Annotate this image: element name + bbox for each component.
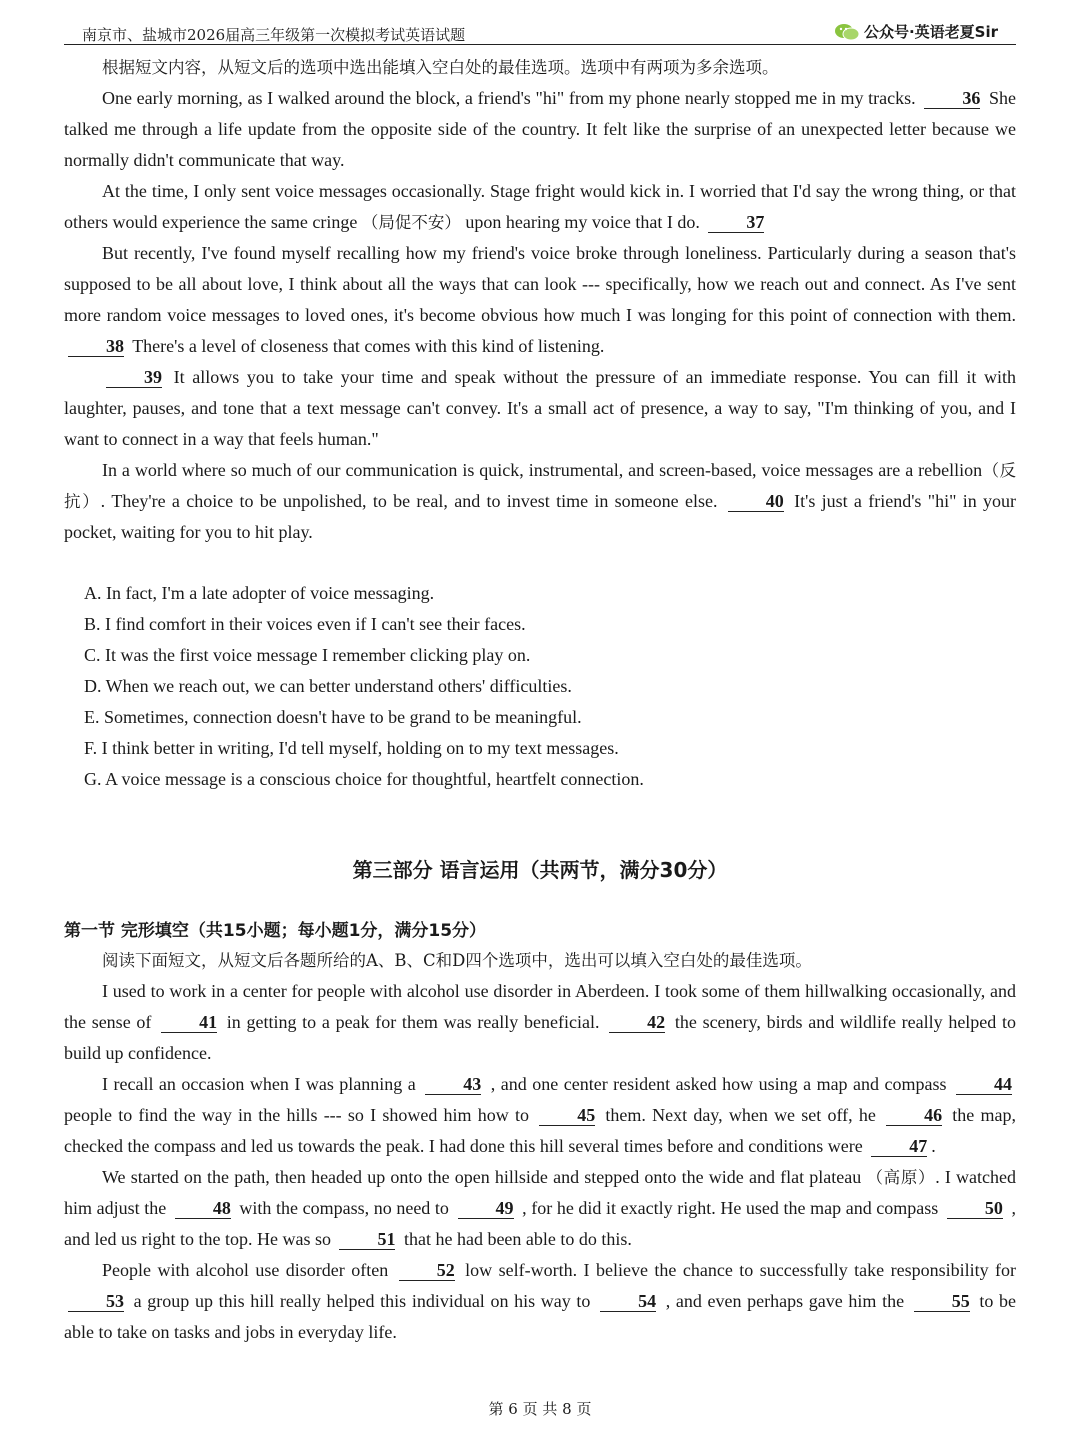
exam-title: 南京市、盐城市2026届高三年级第一次模拟考试英语试题	[82, 26, 466, 44]
answer-blank-38[interactable]: 38	[68, 336, 124, 357]
option-item[interactable]: B. I find comfort in their voices even if I can't see their faces.	[84, 614, 526, 634]
passage-paragraph: One early morning, as I walked around the block, a friend's "hi" from my phone nearly stopped me in my tracks. 36 She talked me through a life update from the opposite side of the country. It felt like the surprise of an unexpected letter because we normally didn't communicate that way.	[64, 88, 1016, 170]
cloze-paragraph: I used to work in a center for people with alcohol use disorder in Aberdeen. I took some of them hillwalking occasionally, and the sense of 41 in getting to a peak for them was really beneficial. 42 the scenery, birds and wildlife really helped to build up confidence.	[64, 981, 1017, 1063]
answer-blank-54[interactable]: 54	[600, 1291, 656, 1312]
option-item[interactable]: F. I think better in writing, I'd tell myself, holding on to my text messages.	[84, 738, 619, 758]
option-item[interactable]: G. A voice message is a conscious choice for thoughtful, heartfelt connection.	[84, 769, 644, 789]
section-instruction: 根据短文内容，从短文后的选项中选出能填入空白处的最佳选项。选项中有两项为多余选项。	[102, 58, 779, 77]
section-one-title: 第一节 完形填空（共15小题；每小题1分，满分15分）	[64, 921, 487, 941]
passage-paragraph: In a world where so much of our communication is quick, instrumental, and screen-based, voice messages are a rebellion（反抗）. They're a choice to be unpolished, to be real, and to invest time in someone else. 40 It's just a friend's "hi" in your pocket, waiting for you to hit play.	[64, 460, 1017, 542]
passage-paragraph: 39 It allows you to take your time and speak without the pressure of an immediate response. You can fill it with laughter, pauses, and tone that a text message can't convey. It's a small act of presence, a way to say, "I'm thinking of you, and I want to connect in a way that feels human."	[64, 367, 1017, 449]
answer-blank-51[interactable]: 51	[339, 1229, 395, 1250]
wechat-icon	[834, 23, 860, 41]
option-item[interactable]: D. When we reach out, we can better understand others' difficulties.	[84, 676, 572, 696]
answer-blank-46[interactable]: 46	[886, 1105, 942, 1126]
answer-blank-42[interactable]: 42	[609, 1012, 665, 1033]
answer-blank-53[interactable]: 53	[68, 1291, 124, 1312]
answer-blank-55[interactable]: 55	[914, 1291, 970, 1312]
option-item[interactable]: E. Sometimes, connection doesn't have to be grand to be meaningful.	[84, 707, 582, 727]
cloze-paragraph: We started on the path, then headed up onto the open hillside and stepped onto the wide and flat plateau （高原）. I watched him adjust the 48 with the compass, no need to 49 , for he did it exactly right. He used the map and compass 50 , and led us right to the top. He was so 51 that he had been able to do this.	[64, 1167, 1017, 1249]
page-body	[64, 52, 1016, 1348]
answer-blank-49[interactable]: 49	[458, 1198, 514, 1219]
answer-blank-41[interactable]: 41	[161, 1012, 217, 1033]
option-item[interactable]: C. It was the first voice message I remember clicking play on.	[84, 645, 531, 665]
passage-paragraph: At the time, I only sent voice messages occasionally. Stage fright would kick in. I worried that I'd say the wrong thing, or that others would experience the same cringe （局促不安） upon hearing my voice that I do. 37	[64, 181, 1016, 232]
cloze-paragraph: People with alcohol use disorder often 52 low self-worth. I believe the chance to successfully take responsibility for 53 a group up this hill really helped this individual on his way to 54 , and even perhaps gave him the 55 to be able to take on tasks and jobs in everyday life.	[64, 1260, 1017, 1342]
cloze-instruction: 阅读下面短文，从短文后各题所给的A、B、C和D四个选项中，选出可以填入空白处的最佳选项。	[102, 951, 812, 970]
answer-blank-52[interactable]: 52	[399, 1260, 455, 1281]
answer-blank-37[interactable]: 37	[708, 212, 764, 233]
answer-blank-44[interactable]: 44	[956, 1074, 1012, 1095]
passage-paragraph: But recently, I've found myself recalling how my friend's voice broke through loneliness. Particularly during a season that's supposed to be all about love, I think about all the ways that can look --- specifically, how we reach out and connect. As I've sent more random voice messages to loved ones, it's become obvious how much I was longing for this point of connection with them. 38 There's a level of closeness that comes with this kind of listening.	[64, 243, 1016, 356]
answer-blank-47[interactable]: 47	[871, 1136, 927, 1157]
part-three-title: 第三部分 语言运用（共两节，满分30分）	[352, 858, 728, 882]
answer-blank-43[interactable]: 43	[425, 1074, 481, 1095]
option-item[interactable]: A. In fact, I'm a late adopter of voice messaging.	[84, 583, 435, 603]
answer-blank-40[interactable]: 40	[728, 491, 784, 512]
answer-blank-48[interactable]: 48	[175, 1198, 231, 1219]
cloze-paragraph: I recall an occasion when I was planning a 43 , and one center resident asked how using a map and compass 44 people to find the way in the hills --- so I showed him how to 45 them. Next day, when we set off, he 46 the map, checked the compass and led us towards the peak. I had done this hill several times before and conditions were 47 .	[64, 1074, 1016, 1156]
answer-blank-50[interactable]: 50	[947, 1198, 1003, 1219]
account-name: 公众号·英语老夏Sir	[863, 23, 998, 41]
answer-blank-45[interactable]: 45	[539, 1105, 595, 1126]
page-number: 第 6 页 共 8 页	[488, 1400, 592, 1418]
account-label	[834, 21, 998, 42]
answer-blank-36[interactable]: 36	[924, 88, 980, 109]
page-header	[64, 18, 1016, 45]
options-list	[64, 578, 1016, 795]
answer-blank-39[interactable]: 39	[106, 367, 162, 388]
